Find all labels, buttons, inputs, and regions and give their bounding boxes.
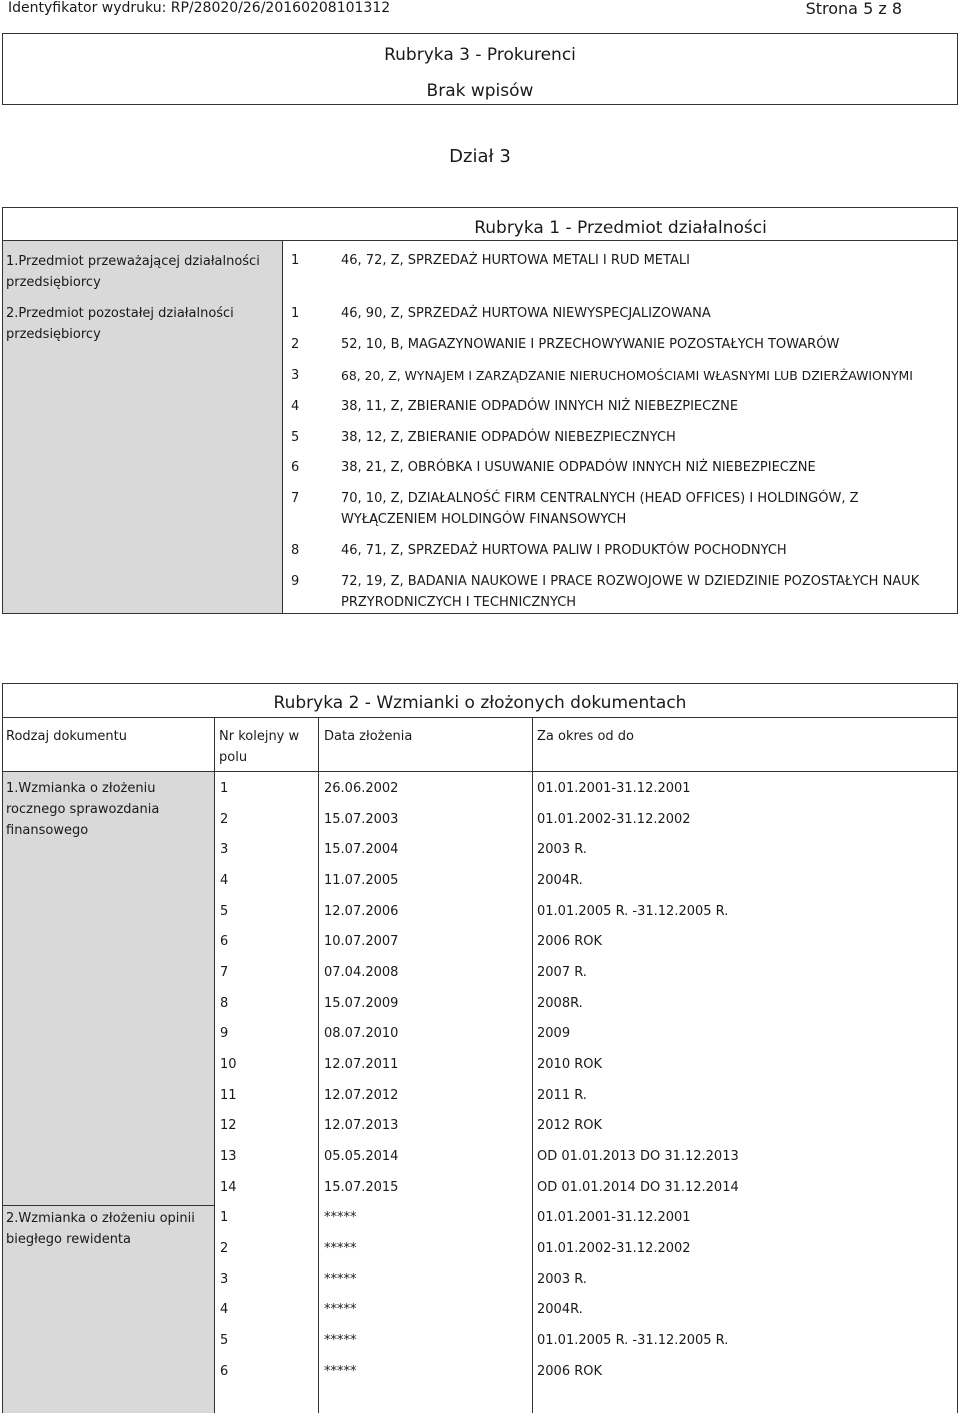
row-period: 01.01.2005 R. -31.12.2005 R. (537, 1333, 729, 1348)
row-date: 08.07.2010 (324, 1026, 399, 1041)
row-number: 2 (220, 812, 229, 827)
activity-number: 9 (291, 574, 300, 589)
row-number: 6 (220, 1364, 229, 1379)
column-header-filing-date: Data złożenia (324, 729, 413, 744)
row-number: 2 (220, 1241, 229, 1256)
row-date: 12.07.2006 (324, 904, 399, 919)
row-date: 15.07.2003 (324, 812, 399, 827)
row-period: 2009 (537, 1026, 571, 1041)
activity-text: 38, 21, Z, OBRÓBKA I USUWANIE ODPADÓW INNYCH NIŻ NIEBEZPIECZNE (341, 460, 816, 475)
activity-number: 4 (291, 399, 300, 414)
row-period: 2008R. (537, 996, 583, 1011)
row-number: 4 (220, 873, 229, 888)
row-period: 2012 ROK (537, 1118, 603, 1133)
rubryka-1-column-divider (282, 240, 283, 614)
row-period: OD 01.01.2014 DO 31.12.2014 (537, 1180, 739, 1195)
activity-number: 3 (291, 368, 300, 383)
rubryka-1-label-column (3, 241, 282, 613)
row-date: 07.04.2008 (324, 965, 399, 980)
row-date: ***** (324, 1364, 357, 1379)
row-period: 01.01.2002-31.12.2002 (537, 1241, 691, 1256)
row-date: 12.07.2012 (324, 1088, 399, 1103)
rubryka-3-title: Rubryka 3 - Prokurenci (384, 45, 576, 65)
row-date: ***** (324, 1333, 357, 1348)
row-period: 01.01.2002-31.12.2002 (537, 812, 691, 827)
row-number: 3 (220, 842, 229, 857)
row-period: 2006 ROK (537, 934, 603, 949)
activity-text: 38, 11, Z, ZBIERANIE ODPADÓW INNYCH NIŻ NIEBEZPIECZNE (341, 399, 739, 414)
activity-text: 46, 90, Z, SPRZEDAŻ HURTOWA NIEWYSPECJALIZOWANA (341, 306, 711, 321)
row-date: 15.07.2009 (324, 996, 399, 1011)
activity-number: 1 (291, 253, 300, 268)
row-number: 14 (220, 1180, 237, 1195)
row-period: 01.01.2005 R. -31.12.2005 R. (537, 904, 729, 919)
row-period: 2004R. (537, 873, 583, 888)
row-date: 11.07.2005 (324, 873, 399, 888)
activity-text: 68, 20, Z, WYNAJEM I ZARZĄDZANIE NIERUCHOMOŚCIAMI WŁASNYMI LUB DZIERŻAWIONYMI (341, 368, 913, 383)
row-number: 4 (220, 1302, 229, 1317)
row-number: 12 (220, 1118, 237, 1133)
row-date: ***** (324, 1241, 357, 1256)
rubryka-3-status: Brak wpisów (426, 81, 534, 101)
row-date: 12.07.2011 (324, 1057, 399, 1072)
row-date: 05.05.2014 (324, 1149, 399, 1164)
group-divider (2, 1205, 214, 1206)
row-number: 1 (220, 1210, 229, 1225)
activity-text: 38, 12, Z, ZBIERANIE ODPADÓW NIEBEZPIECZNYCH (341, 430, 676, 445)
row-period: 01.01.2001-31.12.2001 (537, 1210, 691, 1225)
activity-number: 2 (291, 337, 300, 352)
page-number: Strona 5 z 8 (805, 0, 902, 18)
row-period: 2003 R. (537, 1272, 587, 1287)
column-header-period: Za okres od do (537, 729, 634, 744)
row-number: 3 (220, 1272, 229, 1287)
row-date: 15.07.2015 (324, 1180, 399, 1195)
activity-text: 72, 19, Z, BADANIA NAUKOWE I PRACE ROZWOJOWE W DZIEDZINIE POZOSTAŁYCH NAUK PRZYRODNICZYCH I TECHNICZNYCH (341, 574, 920, 610)
row-period: 2003 R. (537, 842, 587, 857)
row-date: ***** (324, 1210, 357, 1225)
row-date: 15.07.2004 (324, 842, 399, 857)
activity-text: 70, 10, Z, DZIAŁALNOŚĆ FIRM CENTRALNYCH (HEAD OFFICES) I HOLDINGÓW, Z WYŁĄCZENIEM HOLDINGÓW FINANSOWYCH (341, 491, 859, 527)
row-number: 6 (220, 934, 229, 949)
rubryka-2-label-column (3, 772, 214, 1413)
row-period: 2011 R. (537, 1088, 587, 1103)
row-number: 13 (220, 1149, 237, 1164)
row-number: 9 (220, 1026, 229, 1041)
row-number: 5 (220, 1333, 229, 1348)
row-number: 8 (220, 996, 229, 1011)
group-label-financial-statement: 1.Wzmianka o złożeniu rocznego sprawozdania finansowego (6, 781, 160, 838)
activity-text: 46, 72, Z, SPRZEDAŻ HURTOWA METALI I RUD METALI (341, 253, 690, 268)
row-number: 5 (220, 904, 229, 919)
rubryka-1-title: Rubryka 1 - Przedmiot działalności (474, 218, 767, 238)
print-identifier: Identyfikator wydruku: RP/28020/26/20160208101312 (8, 0, 391, 16)
row-period: 2006 ROK (537, 1364, 603, 1379)
row-period: 2010 ROK (537, 1057, 603, 1072)
row-number: 10 (220, 1057, 237, 1072)
row-date: ***** (324, 1302, 357, 1317)
activity-number: 7 (291, 491, 300, 506)
row-period: OD 01.01.2013 DO 31.12.2013 (537, 1149, 739, 1164)
activity-number: 1 (291, 306, 300, 321)
column-divider (318, 717, 319, 1413)
rubryka-2-divider (2, 717, 958, 718)
row-date: 12.07.2013 (324, 1118, 399, 1133)
group-label-main-activity: 1.Przedmiot przeważającej działalności przedsiębiorcy (6, 254, 260, 290)
activity-text: 46, 71, Z, SPRZEDAŻ HURTOWA PALIW I PRODUKTÓW POCHODNYCH (341, 543, 787, 558)
activity-number: 8 (291, 543, 300, 558)
section-title: Dział 3 (449, 146, 511, 167)
group-label-other-activity: 2.Przedmiot pozostałej działalności przedsiębiorcy (6, 306, 234, 342)
column-header-document-type: Rodzaj dokumentu (6, 729, 127, 744)
row-period: 2004R. (537, 1302, 583, 1317)
row-date: 26.06.2002 (324, 781, 399, 796)
activity-number: 5 (291, 430, 300, 445)
row-number: 1 (220, 781, 229, 796)
column-header-sequence-number: Nr kolejny w polu (219, 729, 300, 765)
row-number: 7 (220, 965, 229, 980)
activity-number: 6 (291, 460, 300, 475)
row-period: 01.01.2001-31.12.2001 (537, 781, 691, 796)
activity-text: 52, 10, B, MAGAZYNOWANIE I PRZECHOWYWANIE POZOSTAŁYCH TOWARÓW (341, 337, 840, 352)
column-divider (532, 717, 533, 1413)
row-date: ***** (324, 1272, 357, 1287)
group-label-auditor-opinion: 2.Wzmianka o złożeniu opinii biegłego rewidenta (6, 1211, 195, 1247)
row-number: 11 (220, 1088, 237, 1103)
row-period: 2007 R. (537, 965, 587, 980)
column-divider (214, 717, 215, 1413)
row-date: 10.07.2007 (324, 934, 399, 949)
rubryka-2-title: Rubryka 2 - Wzmianki o złożonych dokumentach (273, 693, 687, 713)
